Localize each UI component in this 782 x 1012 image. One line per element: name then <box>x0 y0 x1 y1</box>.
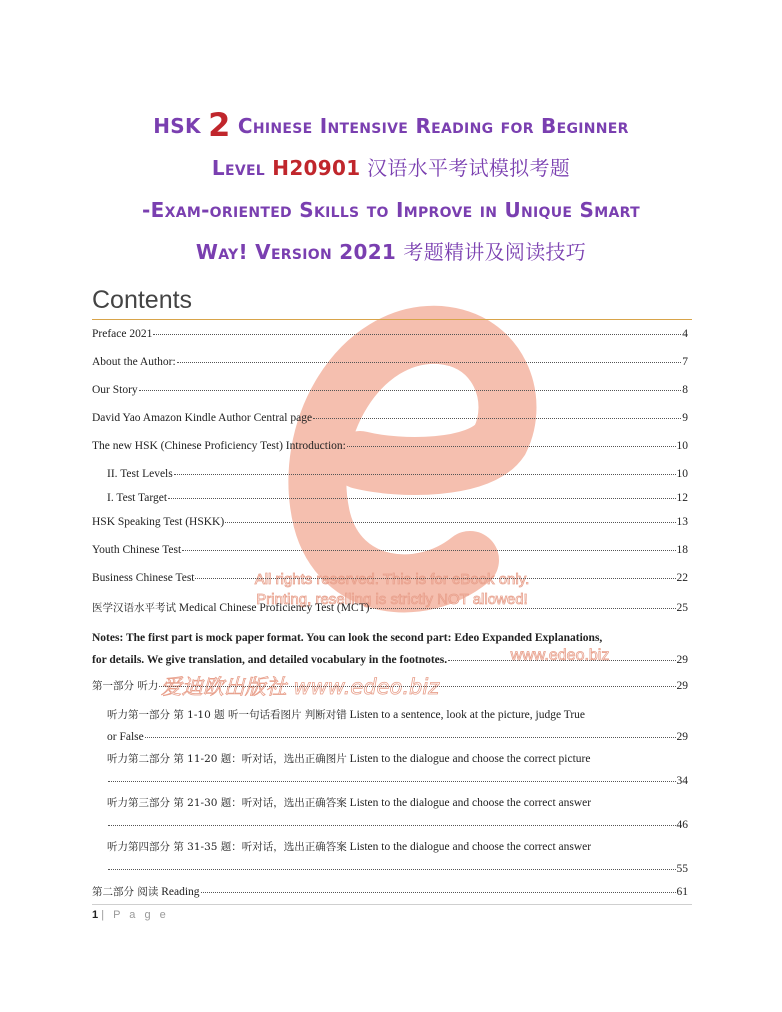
toc-entry-about-author[interactable]: About the Author: 7 <box>92 356 688 368</box>
page-label: | P a g e <box>101 909 169 921</box>
toc-entry-our-story[interactable]: Our Story 8 <box>92 384 688 396</box>
title-line-4: Way! Version 2021 考题精讲及阅读技巧 <box>195 240 587 264</box>
watermark-line-3: www.edeo.biz <box>510 647 610 664</box>
watermark-line-4: 爱迪欧出版社 www.edeo.biz <box>160 675 440 699</box>
toc-entry-hskk[interactable]: HSK Speaking Test (HSKK) 13 <box>92 516 688 528</box>
toc-entry-listening-2[interactable]: 听力第二部分 第 11-20 题：听对话，选出正确图片 Listen to the dialogue and choose the correct picture 34 <box>107 753 688 787</box>
toc-entry-listening-4[interactable]: 听力第四部分 第 31-35 题：听对话，选出正确答案 Listen to the dialogue and choose the correct answer 55 <box>107 841 688 875</box>
page-number: 1 <box>92 909 99 921</box>
toc-entry-youth-test[interactable]: Youth Chinese Test 18 <box>92 544 688 556</box>
toc-entry-hsk-intro[interactable]: The new HSK (Chinese Proficiency Test) Introduction: 10 <box>92 440 688 452</box>
toc-entry-part1-listening[interactable]: 第一部分 听力 29 <box>92 680 688 692</box>
title-line-1: HSK 2 Chinese Intensive Reading for Beginner <box>153 106 629 144</box>
toc-entry-business-test[interactable]: Business Chinese Test 22 <box>92 572 688 584</box>
toc-entry-notes[interactable]: Notes: The first part is mock paper format. You can look the second part: Edeo Expanded Explanations, for details. We give translation, and detailed vocabulary in the footnotes. 29 <box>92 632 688 666</box>
toc-entry-listening-1[interactable]: 听力第一部分 第 1-10 题 听一句话看图片 判断对错 Listen to a sentence, look at the picture, judge True or False 29 <box>107 709 688 743</box>
book-title <box>60 104 722 273</box>
toc-entry-test-levels[interactable]: II. Test Levels 10 <box>107 468 688 480</box>
page-footer <box>92 904 692 921</box>
watermark-line-1: All rights reserved. This is for eBook only. <box>254 571 530 588</box>
contents-heading: Contents <box>92 286 692 320</box>
title-line-3: -Exam-oriented Skills to Improve in Unique Smart <box>142 198 640 222</box>
toc-entry-listening-3[interactable]: 听力第三部分 第 21-30 题：听对话，选出正确答案 Listen to the dialogue and choose the correct answer 46 <box>107 797 688 831</box>
title-level-number: 2 <box>208 106 231 144</box>
toc-entry-part2-reading[interactable]: 第二部分 阅读 Reading 61 <box>92 886 688 898</box>
toc-entry-test-target[interactable]: I. Test Target 12 <box>107 492 688 504</box>
toc-entry-kindle-page[interactable]: David Yao Amazon Kindle Author Central page 9 <box>92 412 688 424</box>
watermark-line-2: Printing, reselling is strictly NOT allowed! <box>256 591 528 608</box>
title-code: H20901 <box>272 156 361 180</box>
toc-entry-preface[interactable]: Preface 2021 4 <box>92 328 688 340</box>
title-line-2: Level H20901 汉语水平考试模拟考题 <box>211 156 571 180</box>
toc-entry-mct[interactable]: 医学汉语水平考试 Medical Chinese Proficiency Test (MCT) 25 <box>92 602 688 614</box>
